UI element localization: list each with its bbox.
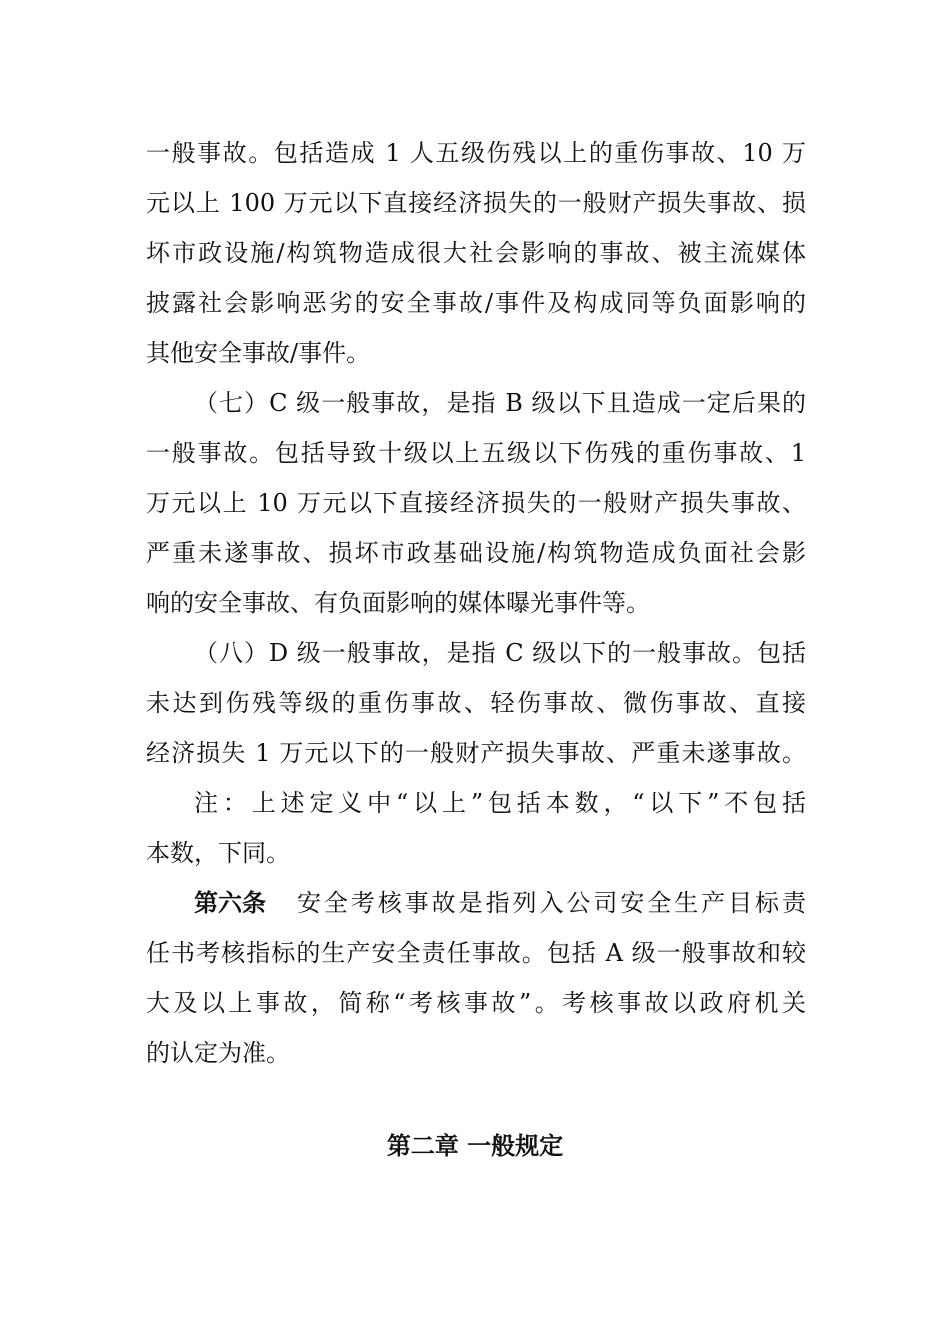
article-text: 安全考核事故是指列入公司安全生产目标责 — [294, 889, 806, 917]
paragraph-line: 万元以上 10 万元以下直接经济损失的一般财产损失事故、 — [146, 489, 806, 517]
paragraph-line: 经济损失 1 万元以下的一般财产损失事故、严重未遂事故。 — [146, 739, 806, 767]
paragraph-line: 响的安全事故、有负面影响的媒体曝光事件等。 — [146, 589, 650, 617]
article-heading: 第六条 — [194, 889, 266, 917]
note-line: 本数，下同。 — [146, 839, 290, 867]
paragraph-line: 坏市政设施/构筑物造成很大社会影响的事故、被主流媒体 — [146, 239, 806, 267]
paragraph-line: 元以上 100 万元以下直接经济损失的一般财产损失事故、损 — [146, 189, 806, 217]
paragraph-line: 其他安全事故/事件。 — [146, 339, 371, 367]
paragraph-line: 的认定为准。 — [146, 1039, 290, 1067]
paragraph-line: 一般事故。包括导致十级以上五级以下伤残的重伤事故、1 — [146, 439, 806, 467]
chapter-title: 第二章 一般规定 — [386, 1132, 564, 1160]
paragraph-line: 严重未遂事故、损坏市政基础设施/构筑物造成负面社会影 — [146, 539, 806, 567]
paragraph-line: 未达到伤残等级的重伤事故、轻伤事故、微伤事故、直接 — [146, 689, 806, 717]
note-line: 注：上述定义中“以上”包括本数，“以下”不包括 — [194, 789, 806, 817]
paragraph-line: （八）D 级一般事故，是指 C 级以下的一般事故。包括 — [194, 639, 806, 667]
paragraph-line: （七）C 级一般事故，是指 B 级以下且造成一定后果的 — [194, 389, 806, 417]
paragraph-line: 披露社会影响恶劣的安全事故/事件及构成同等负面影响的 — [146, 289, 806, 317]
paragraph-line: 任书考核指标的生产安全责任事故。包括 A 级一般事故和较 — [146, 939, 806, 967]
article-first-line — [194, 883, 806, 923]
paragraph-line: 一般事故。包括造成 1 人五级伤残以上的重伤事故、10 万 — [146, 139, 806, 167]
paragraph-line: 大及以上事故，简称“考核事故”。考核事故以政府机关 — [146, 989, 806, 1017]
